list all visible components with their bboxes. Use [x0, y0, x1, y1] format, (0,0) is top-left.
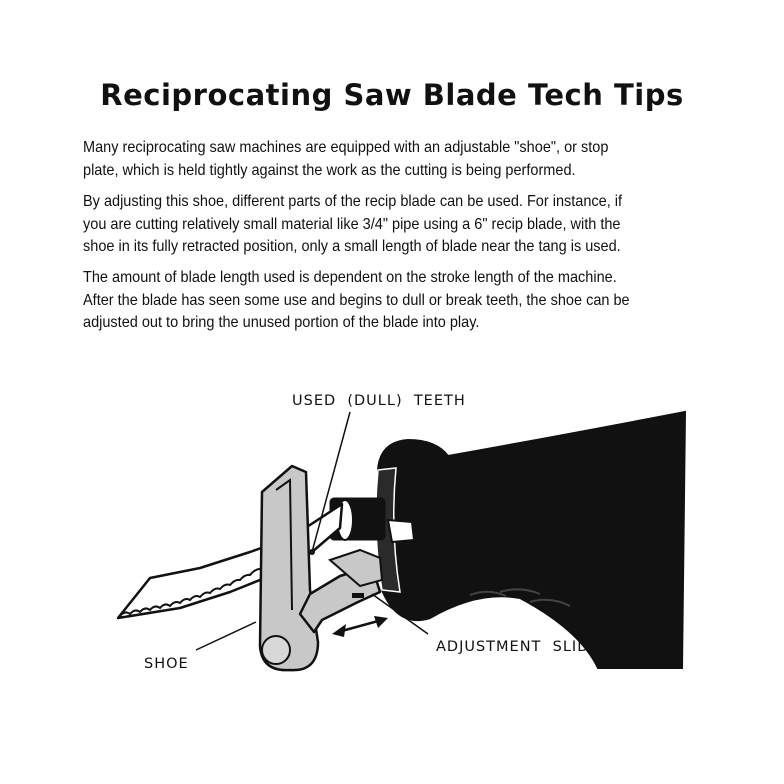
paragraph-line: After the blade has seen some use and begins to dull or break teeth, the shoe can be — [83, 291, 630, 309]
shoe-illustration — [260, 466, 318, 670]
paragraph-line: shoe in its fully retracted position, only a small length of blade near the tang is used. — [83, 238, 621, 255]
shoe-label: SHOE — [144, 656, 189, 672]
paragraph-3 — [83, 267, 734, 335]
double-arrow-icon — [332, 616, 388, 637]
shoe-leader-line — [196, 622, 256, 650]
adjustment-slide-label: ADJUSTMENT SLIDE — [436, 639, 600, 655]
paragraph-line: you are cutting relatively small material like 3/4" pipe using a 6" recip blade, with the — [83, 215, 621, 233]
page-title: Reciprocating Saw Blade Tech Tips — [100, 78, 684, 112]
saw-diagram — [0, 380, 784, 690]
paragraph-1 — [83, 137, 734, 182]
paragraph-line: By adjusting this shoe, different parts of the recip blade can be used. For instance, if — [83, 193, 623, 210]
used-teeth-leader-dot — [309, 549, 315, 555]
used-teeth-label: USED (DULL) TEETH — [292, 393, 466, 409]
paragraph-line: The amount of blade length used is dependent on the stroke length of the machine. — [83, 269, 617, 286]
paragraph-line: plate, which is held tightly against the work as the cutting is being performed. — [83, 161, 576, 179]
paragraph-line: adjusted out to bring the unused portion of the blade into play. — [83, 314, 480, 331]
adjustment-slide-illustration — [300, 550, 382, 632]
paragraph-line: Many reciprocating saw machines are equipped with an adjustable "shoe", or stop — [83, 139, 609, 156]
paragraph-2 — [83, 191, 734, 259]
